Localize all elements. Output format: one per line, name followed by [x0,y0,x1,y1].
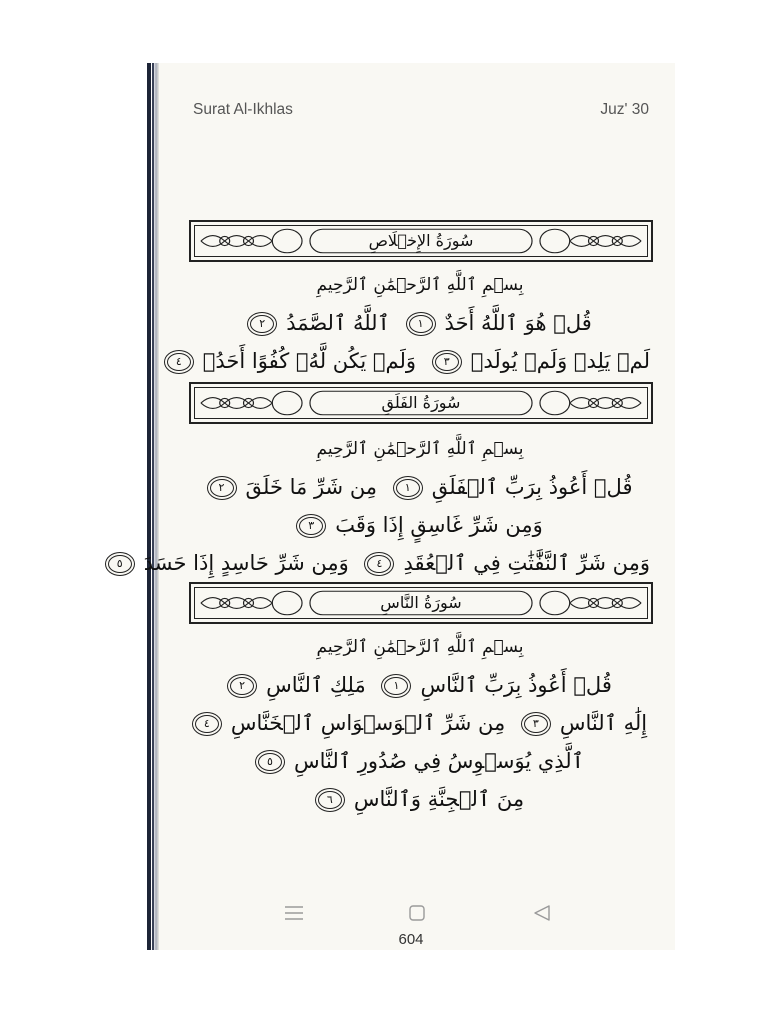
ayah-text: مَلِكِ ٱلنَّاسِ [266,673,366,697]
ayah-line [185,507,655,543]
ayah-text: مِنَ ٱلۡجِنَّةِ وَٱلنَّاسِ [353,787,525,811]
ayah-text: قُلۡ أَعُوذُ بِرَبِّ ٱلۡفَلَقِ [431,475,633,499]
ayah-text: مِن شَرِّ ٱلۡوَسۡوَاسِ ٱلۡخَنَّاسِ [230,711,506,735]
ayah-number-marker: ٣ [296,514,326,538]
ayah-line [116,545,655,581]
back-triangle-icon[interactable] [529,902,555,924]
surah-name-label: Surat Al-Ikhlas [193,101,293,118]
ayah-number-marker: ١ [393,476,423,500]
ayah-number-marker: ١ [406,312,436,336]
ayah-text: وَمِن شَرِّ حَاسِدٍ إِذَا حَسَدَ [143,551,349,575]
book-spine [147,63,159,950]
ayah-text: قُلۡ هُوَ ٱللَّهُ أَحَدٌ [444,311,592,335]
mushaf-page [116,63,675,950]
ayah-line [185,305,655,341]
ayah-number-marker: ٣ [521,712,551,736]
ayah-number-marker: ٢ [247,312,277,336]
ayah-number-marker: ٥ [255,750,285,774]
menu-icon[interactable] [281,902,307,924]
ayah-line [185,469,655,505]
ayah-number-marker: ٤ [364,552,394,576]
bismillah: بِسۡمِ ٱللَّهِ ٱلرَّحۡمَٰنِ ٱلرَّحِيمِ [316,637,524,657]
ayah-line [185,743,655,779]
surah-title: سُورَةُ الإِخۡلَاصِ [368,231,474,251]
page-header [193,101,649,119]
ayah-number-marker: ١ [381,674,411,698]
ayah-line [185,781,655,817]
surah-title: سُورَةُ الفَلَقِ [381,393,461,413]
ayah-text: ٱلَّذِي يُوَسۡوِسُ فِي صُدُورِ ٱلنَّاسِ [294,749,584,773]
ayah-line [175,343,655,379]
ayah-text: قُلۡ أَعُوذُ بِرَبِّ ٱلنَّاسِ [420,673,612,697]
bismillah: بِسۡمِ ٱللَّهِ ٱلرَّحۡمَٰنِ ٱلرَّحِيمِ [316,275,524,295]
ayah-text: لَمۡ يَلِدۡ وَلَمۡ يُولَدۡ [470,349,650,373]
ayah-number-marker: ٤ [192,712,222,736]
ayah-text: وَلَمۡ يَكُن لَّهُۥ كُفُوًا أَحَدُۢ [202,349,417,373]
ayah-number-marker: ٢ [227,674,257,698]
ayah-number-marker: ٤ [164,350,194,374]
page-number: 604 [398,931,424,948]
home-square-icon[interactable] [404,902,430,924]
surah-title-frame [189,220,653,262]
ayah-number-marker: ٢ [207,476,237,500]
ayah-text: ٱللَّهُ ٱلصَّمَدُ [286,311,390,335]
ayah-text: مِن شَرِّ مَا خَلَقَ [245,475,378,499]
ayah-text: وَمِن شَرِّ غَاسِقٍ إِذَا وَقَبَ [335,513,543,537]
ayah-number-marker: ٣ [432,350,462,374]
surah-title-frame [189,382,653,424]
ayah-line [185,667,655,703]
ayah-text: وَمِن شَرِّ ٱلنَّفَّٰثَٰتِ فِي ٱلۡعُقَدِ [403,551,650,575]
ayah-number-marker: ٦ [315,788,345,812]
juz-label: Juz' 30 [600,101,649,118]
ayah-text: إِلَٰهِ ٱلنَّاسِ [559,711,648,735]
surah-title-frame [189,582,653,624]
ayah-line [185,705,655,741]
android-nav-bar [147,888,675,950]
bismillah: بِسۡمِ ٱللَّهِ ٱلرَّحۡمَٰنِ ٱلرَّحِيمِ [316,439,524,459]
surah-title: سُورَةُ النَّاسِ [380,593,462,613]
ayah-number-marker: ٥ [105,552,135,576]
